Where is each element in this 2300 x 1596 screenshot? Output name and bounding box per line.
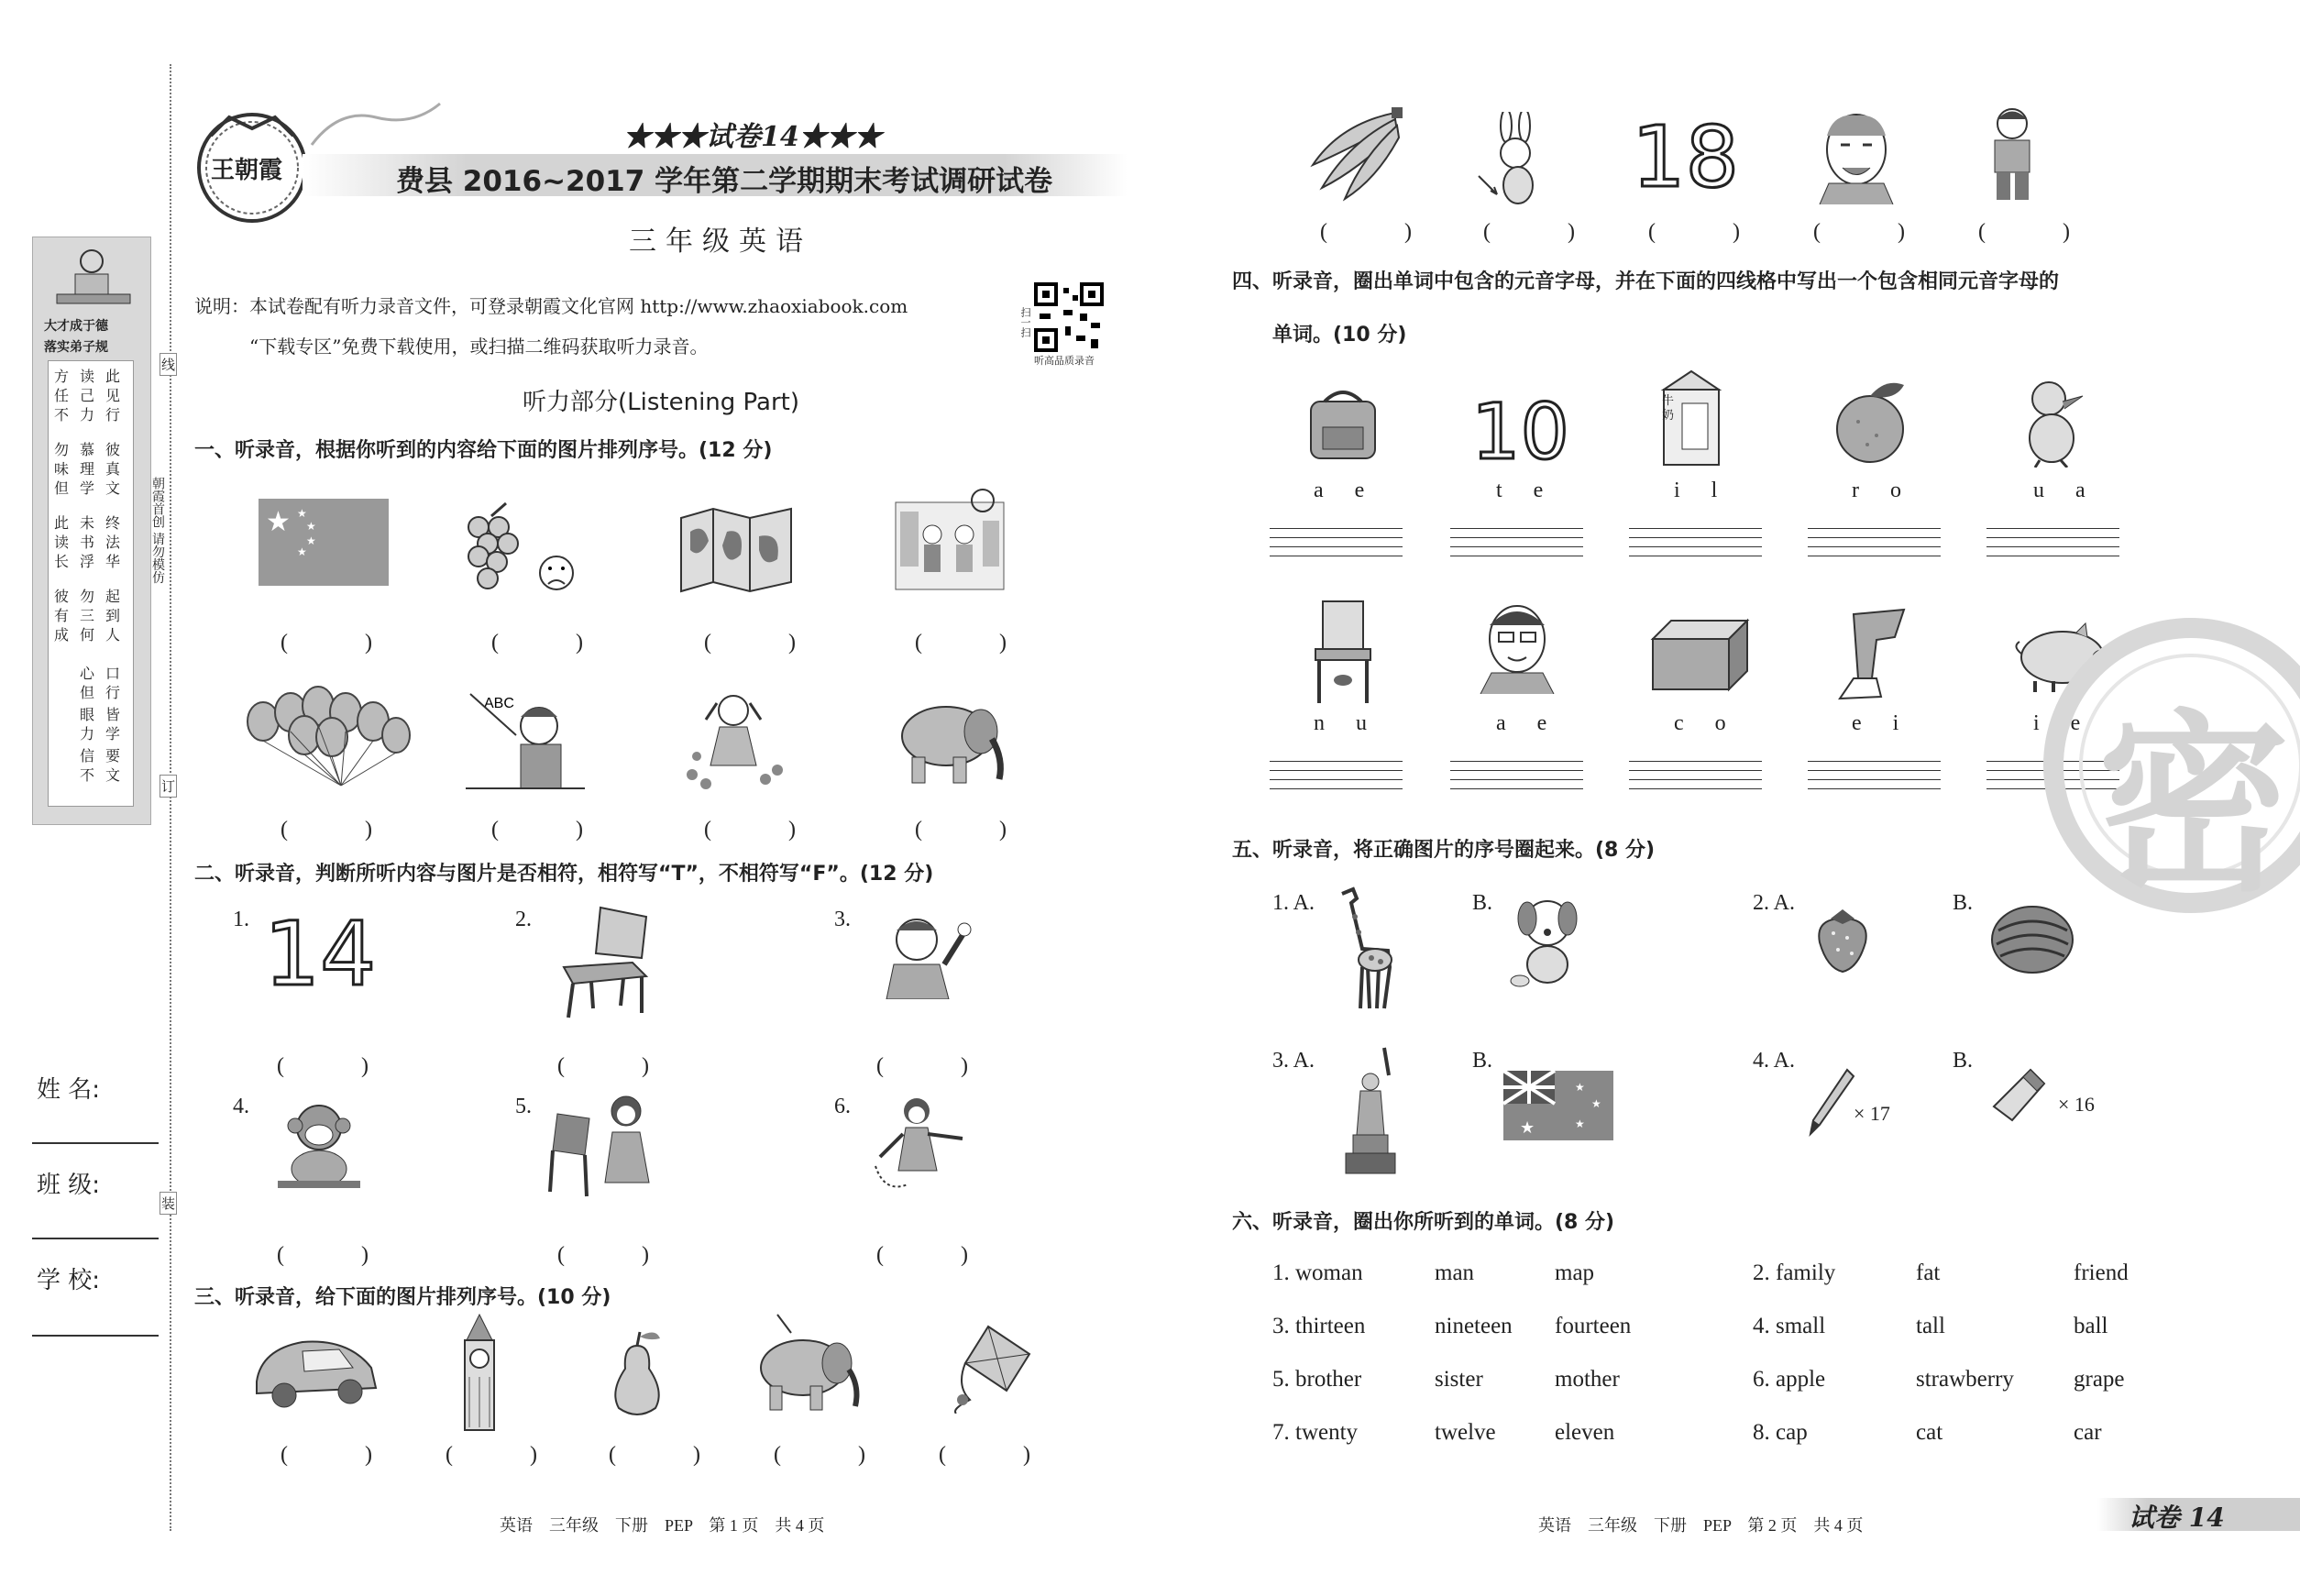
- box-picture: [1648, 616, 1751, 697]
- schoolbag-picture: [1297, 383, 1389, 469]
- glue-count: × 16: [2058, 1093, 2095, 1116]
- giraffe-picture: [1324, 885, 1397, 1017]
- rules-col: 心但: [80, 665, 95, 701]
- answer-blank[interactable]: ( ): [1813, 220, 1932, 244]
- brand-name: 王朝霞: [211, 157, 283, 184]
- rules-col: 起到人: [105, 588, 121, 644]
- qr-code[interactable]: [1034, 282, 1104, 356]
- vowel-pair[interactable]: a e: [1496, 711, 1560, 735]
- svg-text:★: ★: [1575, 1081, 1585, 1094]
- answer-blank[interactable]: ( ): [876, 1243, 996, 1267]
- word-choice[interactable]: tall: [1916, 1314, 1945, 1338]
- section-3-title: 三、听录音，给下面的图片排列序号。(10 分): [194, 1286, 611, 1309]
- strawberry-picture: [1810, 906, 1875, 978]
- word-choice[interactable]: cat: [1916, 1420, 1943, 1445]
- word-choice[interactable]: nineteen: [1435, 1314, 1513, 1338]
- option-label[interactable]: B.: [1953, 1049, 1974, 1073]
- sidebar-motto-1: 大才成于德: [44, 319, 108, 334]
- svg-text:ABC: ABC: [484, 696, 514, 711]
- rules-col: 口行: [105, 665, 121, 701]
- answer-blank[interactable]: ( ): [491, 818, 611, 842]
- side-note: 朝霞首创 请勿模仿: [150, 477, 165, 584]
- number-14-picture: 14: [264, 903, 377, 1006]
- number-10-picture: 10: [1471, 387, 1569, 477]
- word-choice[interactable]: sister: [1435, 1367, 1483, 1392]
- orange-picture: [1826, 376, 1918, 471]
- section-4-title-cont: 单词。(10 分): [1272, 324, 1407, 347]
- australia-flag-picture: [1503, 1071, 1613, 1144]
- item-number: 2.: [515, 908, 532, 931]
- rules-col: 勿三何: [80, 588, 95, 644]
- cut-mark-3: 装: [160, 1192, 177, 1215]
- elephant-picture: [889, 695, 1014, 790]
- svg-text:★: ★: [266, 506, 291, 538]
- scholar-figure: [48, 243, 139, 315]
- exam-title: 费县 2016~2017 学年第二学期期末考试调研试卷: [396, 165, 1053, 198]
- word-choice[interactable]: map: [1555, 1260, 1595, 1285]
- cut-mark-1: 线: [160, 353, 177, 376]
- sidebar-rules-box: [48, 360, 134, 807]
- rules-col: 方任不: [54, 368, 70, 424]
- section-4-title: 四、听录音，圈出单词中包含的元音字母，并在下面的四线格中写出一个包含相同元音字母的: [1232, 270, 2060, 293]
- glue-stick-picture: [1989, 1065, 2049, 1133]
- balloons-picture: [240, 680, 414, 794]
- header-ribbon-decoration: [303, 99, 449, 158]
- class-field-label: 班 级:: [37, 1172, 101, 1199]
- vowel-pair[interactable]: c o: [1674, 711, 1739, 735]
- number-18-picture: 18: [1632, 108, 1740, 206]
- answer-blank[interactable]: ( ): [557, 1054, 677, 1078]
- answer-blank[interactable]: ( ): [939, 1443, 1058, 1467]
- four-line-grid[interactable]: [1808, 761, 1941, 798]
- class-field-line[interactable]: [32, 1238, 159, 1239]
- rules-col: 眼力: [80, 706, 95, 743]
- four-line-grid[interactable]: [1270, 761, 1403, 798]
- vowel-pair[interactable]: e i: [1852, 711, 1912, 735]
- rules-col: 彼真文: [105, 441, 121, 497]
- china-flag-picture: [259, 499, 389, 589]
- qr-caption: 听高品质录音: [1034, 355, 1095, 367]
- footer-left: 英语 三年级 下册 PEP 第 1 页 共 4 页: [500, 1516, 825, 1535]
- svg-text:★: ★: [297, 545, 307, 558]
- item-number: 1.: [233, 908, 249, 931]
- answer-blank[interactable]: ( ): [446, 1443, 565, 1467]
- qr-side-caption: 扫一扫: [1019, 307, 1031, 337]
- word-choice[interactable]: 4. small: [1753, 1314, 1826, 1338]
- option-label[interactable]: 2. A.: [1753, 891, 1796, 915]
- sidebar-motto-2: 落实弟子规: [44, 340, 108, 355]
- rules-col: 此读长: [54, 514, 70, 570]
- answer-blank[interactable]: ( ): [704, 818, 823, 842]
- confidential-watermark-glyph: 密: [2097, 693, 2291, 918]
- section-6-title: 六、听录音，圈出你所听到的单词。(8 分): [1232, 1211, 1615, 1234]
- note-line-2: “下载专区”免费下载使用，或扫描二维码获取听力录音。: [249, 336, 709, 358]
- man-face-picture: [1471, 598, 1563, 698]
- item-number: 5.: [515, 1095, 532, 1118]
- school-field-label: 学 校:: [37, 1267, 101, 1294]
- word-choice[interactable]: 8. cap: [1753, 1420, 1808, 1445]
- rules-col: 读己力: [80, 368, 95, 424]
- answer-blank[interactable]: ( ): [281, 818, 400, 842]
- rules-col: 皆学: [105, 706, 121, 743]
- bananas-picture: [1304, 105, 1414, 205]
- milk-label: 牛奶: [1662, 394, 1675, 423]
- word-choice[interactable]: fat: [1916, 1260, 1941, 1285]
- answer-blank[interactable]: ( ): [277, 1243, 396, 1267]
- note-line-1: 说明：本试卷配有听力录音文件，可登录朝霞文化官网 http://www.zhaoxiabook.com: [194, 295, 908, 317]
- answer-blank[interactable]: ( ): [1320, 220, 1439, 244]
- vowel-pair[interactable]: i e: [2033, 711, 2094, 735]
- word-choice[interactable]: mother: [1555, 1367, 1620, 1392]
- car-picture: [248, 1331, 383, 1417]
- option-label[interactable]: B.: [1953, 891, 1974, 915]
- section-2-title: 二、听录音，判断所听内容与图片是否相符，相符写“T”，不相符写“F”。(12 分): [194, 863, 934, 886]
- answer-blank[interactable]: ( ): [281, 631, 400, 655]
- children-walking-picture: [891, 484, 1008, 598]
- world-map-picture: [677, 504, 796, 600]
- four-line-grid[interactable]: [1986, 528, 2119, 565]
- kite-picture: [942, 1322, 1034, 1417]
- pear-picture: [605, 1327, 669, 1423]
- boy-picture: [1978, 105, 2047, 210]
- word-choice[interactable]: grape: [2074, 1367, 2125, 1392]
- listening-title: 听力部分(Listening Part): [523, 389, 800, 416]
- answer-blank[interactable]: ( ): [557, 1243, 677, 1267]
- monkey-picture: [273, 1100, 365, 1195]
- answer-blank[interactable]: ( ): [491, 631, 611, 655]
- footer-badge: 试卷 14: [2129, 1502, 2225, 1533]
- item-number: 6.: [834, 1095, 851, 1118]
- pencil-count: × 17: [1854, 1102, 1890, 1125]
- answer-blank[interactable]: ( ): [704, 631, 823, 655]
- svg-text:★: ★: [306, 520, 316, 533]
- word-choice[interactable]: 3. thirteen: [1272, 1314, 1366, 1338]
- svg-text:★: ★: [1575, 1117, 1585, 1130]
- four-line-grid[interactable]: [1808, 528, 1941, 565]
- chair-picture: [555, 903, 655, 1026]
- answer-blank[interactable]: ( ): [1483, 220, 1602, 244]
- girl-drawing-picture: [871, 1093, 972, 1206]
- pencil-picture: [1806, 1065, 1856, 1142]
- word-choice[interactable]: twelve: [1435, 1420, 1496, 1445]
- vowel-pair[interactable]: n u: [1314, 711, 1380, 735]
- binding-dotted-line: [170, 64, 171, 1531]
- rules-col: 慕理学: [80, 441, 95, 497]
- name-field-label: 姓 名:: [37, 1076, 101, 1104]
- rabbit-picture: [1474, 112, 1552, 212]
- answer-blank[interactable]: ( ): [277, 1054, 396, 1078]
- answer-blank[interactable]: ( ): [609, 1443, 728, 1467]
- word-choice[interactable]: fourteen: [1555, 1314, 1632, 1338]
- duck-picture: [2017, 376, 2090, 471]
- footer-right: 英语 三年级 下册 PEP 第 2 页 共 4 页: [1538, 1516, 1864, 1535]
- rules-col: 勿味但: [54, 441, 70, 497]
- name-field-line[interactable]: [32, 1142, 159, 1144]
- grapes-picture: [451, 500, 579, 604]
- word-choice[interactable]: 7. twenty: [1272, 1420, 1359, 1445]
- word-choice[interactable]: friend: [2074, 1260, 2129, 1285]
- option-label[interactable]: B.: [1472, 1049, 1493, 1073]
- rules-col: 此见行: [105, 368, 121, 424]
- rules-col: 要文: [105, 747, 121, 784]
- option-label[interactable]: 3. A.: [1272, 1049, 1315, 1073]
- svg-text:★: ★: [1591, 1097, 1601, 1110]
- exam-subtitle: 三年级英语: [629, 226, 812, 258]
- word-choice[interactable]: 6. apple: [1753, 1367, 1826, 1392]
- man-waving-picture: [875, 908, 976, 1003]
- section-1-title: 一、听录音，根据你听到的内容给下面的图片排列序号。(12 分): [194, 439, 773, 462]
- four-line-grid[interactable]: [1629, 528, 1762, 565]
- word-choice[interactable]: man: [1435, 1260, 1475, 1285]
- vowel-pair[interactable]: t e: [1496, 479, 1557, 502]
- answer-blank[interactable]: ( ): [1978, 220, 2097, 244]
- word-choice[interactable]: 2. family: [1753, 1260, 1836, 1285]
- option-label[interactable]: B.: [1472, 891, 1493, 915]
- answer-blank[interactable]: ( ): [1648, 220, 1767, 244]
- vowel-pair[interactable]: a e: [1314, 479, 1378, 502]
- word-choice[interactable]: car: [2074, 1420, 2102, 1445]
- four-line-grid[interactable]: [1450, 528, 1583, 565]
- answer-blank[interactable]: ( ): [915, 818, 1034, 842]
- svg-text:★: ★: [1520, 1118, 1535, 1138]
- word-choice[interactable]: 1. woman: [1272, 1260, 1363, 1285]
- chair-picture-2: [1306, 598, 1380, 711]
- rules-col: 未书浮: [80, 514, 95, 570]
- cut-mark-2: 订: [160, 775, 177, 798]
- big-ben-picture: [451, 1313, 508, 1436]
- dog-picture: [1502, 891, 1584, 991]
- girl-flowers-picture: [678, 683, 788, 797]
- answer-blank[interactable]: ( ): [876, 1054, 996, 1078]
- vowel-pair[interactable]: i l: [1674, 479, 1731, 502]
- option-label[interactable]: 1. A.: [1272, 891, 1315, 915]
- rules-col: 彼有成: [54, 588, 70, 644]
- leg-picture: [1835, 605, 1918, 710]
- elephant-picture-2: [750, 1313, 869, 1419]
- word-choice[interactable]: strawberry: [1916, 1367, 2014, 1392]
- vowel-pair[interactable]: r o: [1852, 479, 1914, 502]
- svg-text:★: ★: [306, 534, 316, 547]
- four-line-grid[interactable]: [1629, 761, 1762, 798]
- teacher-picture: [466, 689, 585, 794]
- four-line-grid[interactable]: [1450, 761, 1583, 798]
- word-choice[interactable]: eleven: [1555, 1420, 1615, 1445]
- svg-text:★: ★: [297, 507, 307, 520]
- item-number: 4.: [233, 1095, 249, 1118]
- rules-col: 信不: [80, 747, 95, 784]
- statue-of-liberty-picture: [1338, 1043, 1403, 1180]
- item-number: 3.: [834, 908, 851, 931]
- exam-number-stars: ★★★试卷14★★★: [623, 121, 882, 153]
- answer-blank[interactable]: ( ): [774, 1443, 893, 1467]
- word-choice[interactable]: ball: [2074, 1314, 2108, 1338]
- option-label[interactable]: 4. A.: [1753, 1049, 1796, 1073]
- word-choice[interactable]: 5. brother: [1272, 1367, 1362, 1392]
- vowel-pair[interactable]: u a: [2033, 479, 2098, 502]
- answer-blank[interactable]: ( ): [915, 631, 1034, 655]
- girl-chair-picture: [548, 1091, 667, 1205]
- four-line-grid[interactable]: [1270, 528, 1403, 565]
- section-5-title: 五、听录音，将正确图片的序号圈起来。(8 分): [1232, 839, 1656, 862]
- school-field-line[interactable]: [32, 1335, 159, 1337]
- rules-col: 终法华: [105, 514, 121, 570]
- answer-blank[interactable]: ( ): [281, 1443, 400, 1467]
- grandpa-picture: [1806, 108, 1907, 208]
